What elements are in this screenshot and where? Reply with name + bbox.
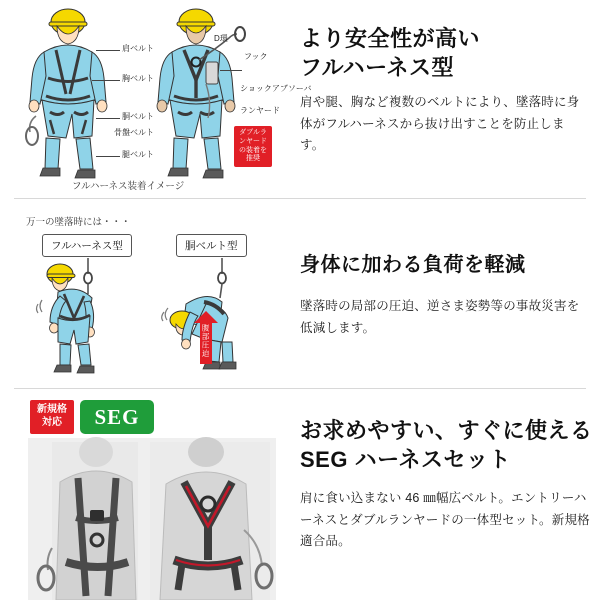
headline-full-harness [300, 24, 592, 82]
label-shoulder-belt: 肩ベルト [122, 44, 154, 53]
headline-line-2: SEG ハーネスセット [300, 447, 511, 473]
badge-new-standard-line2: 対応 [42, 417, 62, 428]
label-hook: フック [244, 52, 268, 61]
note-double-lanyard: ダブルランヤードの装着を推奨 [234, 126, 272, 167]
illustration-fall-comparison [0, 200, 290, 390]
illustration-full-harness [0, 0, 312, 200]
badge-new-standard [30, 400, 74, 434]
divider-1 [14, 198, 586, 199]
label-pelvis-belt-text-1: 骨盤ベルト [114, 128, 154, 137]
label-waist-belt: 胴ベルト [122, 112, 154, 121]
note-in-case-of-fall: 万一の墜落時には・・・ [26, 217, 131, 228]
label-d-ring: D環 [214, 34, 228, 43]
arrow-abdominal-pressure [200, 322, 212, 364]
box-waist-belt-type: 胴ベルト型 [176, 234, 247, 257]
label-thigh-belt: 腿ベルト [122, 150, 154, 159]
headline-line-1: 身体に加わる負荷を軽減 [300, 254, 526, 276]
leader-line-thigh-belt [96, 156, 120, 157]
headline-line-1: お求めやすい、すぐに使える [300, 418, 593, 443]
fall-comparison-svg [0, 200, 290, 390]
leader-line-shock-absorber [220, 70, 242, 71]
full-harness-figures-svg [0, 0, 290, 200]
copy-full-harness-safety [296, 0, 596, 200]
leader-line-waist-belt [96, 118, 120, 119]
headline-seg-harness-set [300, 416, 596, 474]
headline-reduce-body-load [300, 252, 592, 278]
label-chest-belt: 胸ベルト [122, 74, 154, 83]
illustration-caption-full-harness: フルハーネス装着イメージ [72, 181, 185, 192]
divider-2 [14, 388, 586, 389]
body-reduce-body-load: 墜落時の局部の圧迫、逆さま姿勢等の事故災害を低減します。 [300, 299, 580, 335]
copy-seg-harness-set [296, 390, 596, 600]
headline-line-1: より安全性が高い [300, 26, 481, 51]
body-seg-harness-set: 肩に食い込まない 46 ㎜幅広ベルト。エントリーハーネスとダブルランヤードの一体型セット。新規格適合品。 [300, 491, 590, 548]
box-full-harness-type: フルハーネス型 [42, 234, 132, 257]
label-shock-absorber: ショックアブソーバ [240, 84, 312, 93]
leader-line-shoulder-belt [96, 50, 120, 51]
headline-line-2: フルハーネス型 [300, 55, 454, 81]
arrow-abdominal-pressure-label: 腹部圧迫 [201, 324, 210, 358]
leader-line-chest-belt [92, 80, 120, 81]
copy-reduce-body-load [296, 200, 596, 390]
section-full-harness-safety [0, 0, 600, 200]
label-lanyard: ランヤード [240, 106, 280, 115]
body-full-harness: 肩や腿、胸など複数のベルトにより、墜落時に身体がフルハーネスから抜け出すことを防止します。 [300, 95, 580, 152]
label-pelvis-belt [114, 128, 154, 138]
badge-seg-brand: SEG [80, 400, 154, 434]
badge-new-standard-line1: 新規格 [37, 404, 67, 415]
section-seg-harness-set [0, 390, 600, 600]
illustration-seg-product-photo [0, 390, 290, 600]
section-reduce-body-load [0, 200, 600, 390]
